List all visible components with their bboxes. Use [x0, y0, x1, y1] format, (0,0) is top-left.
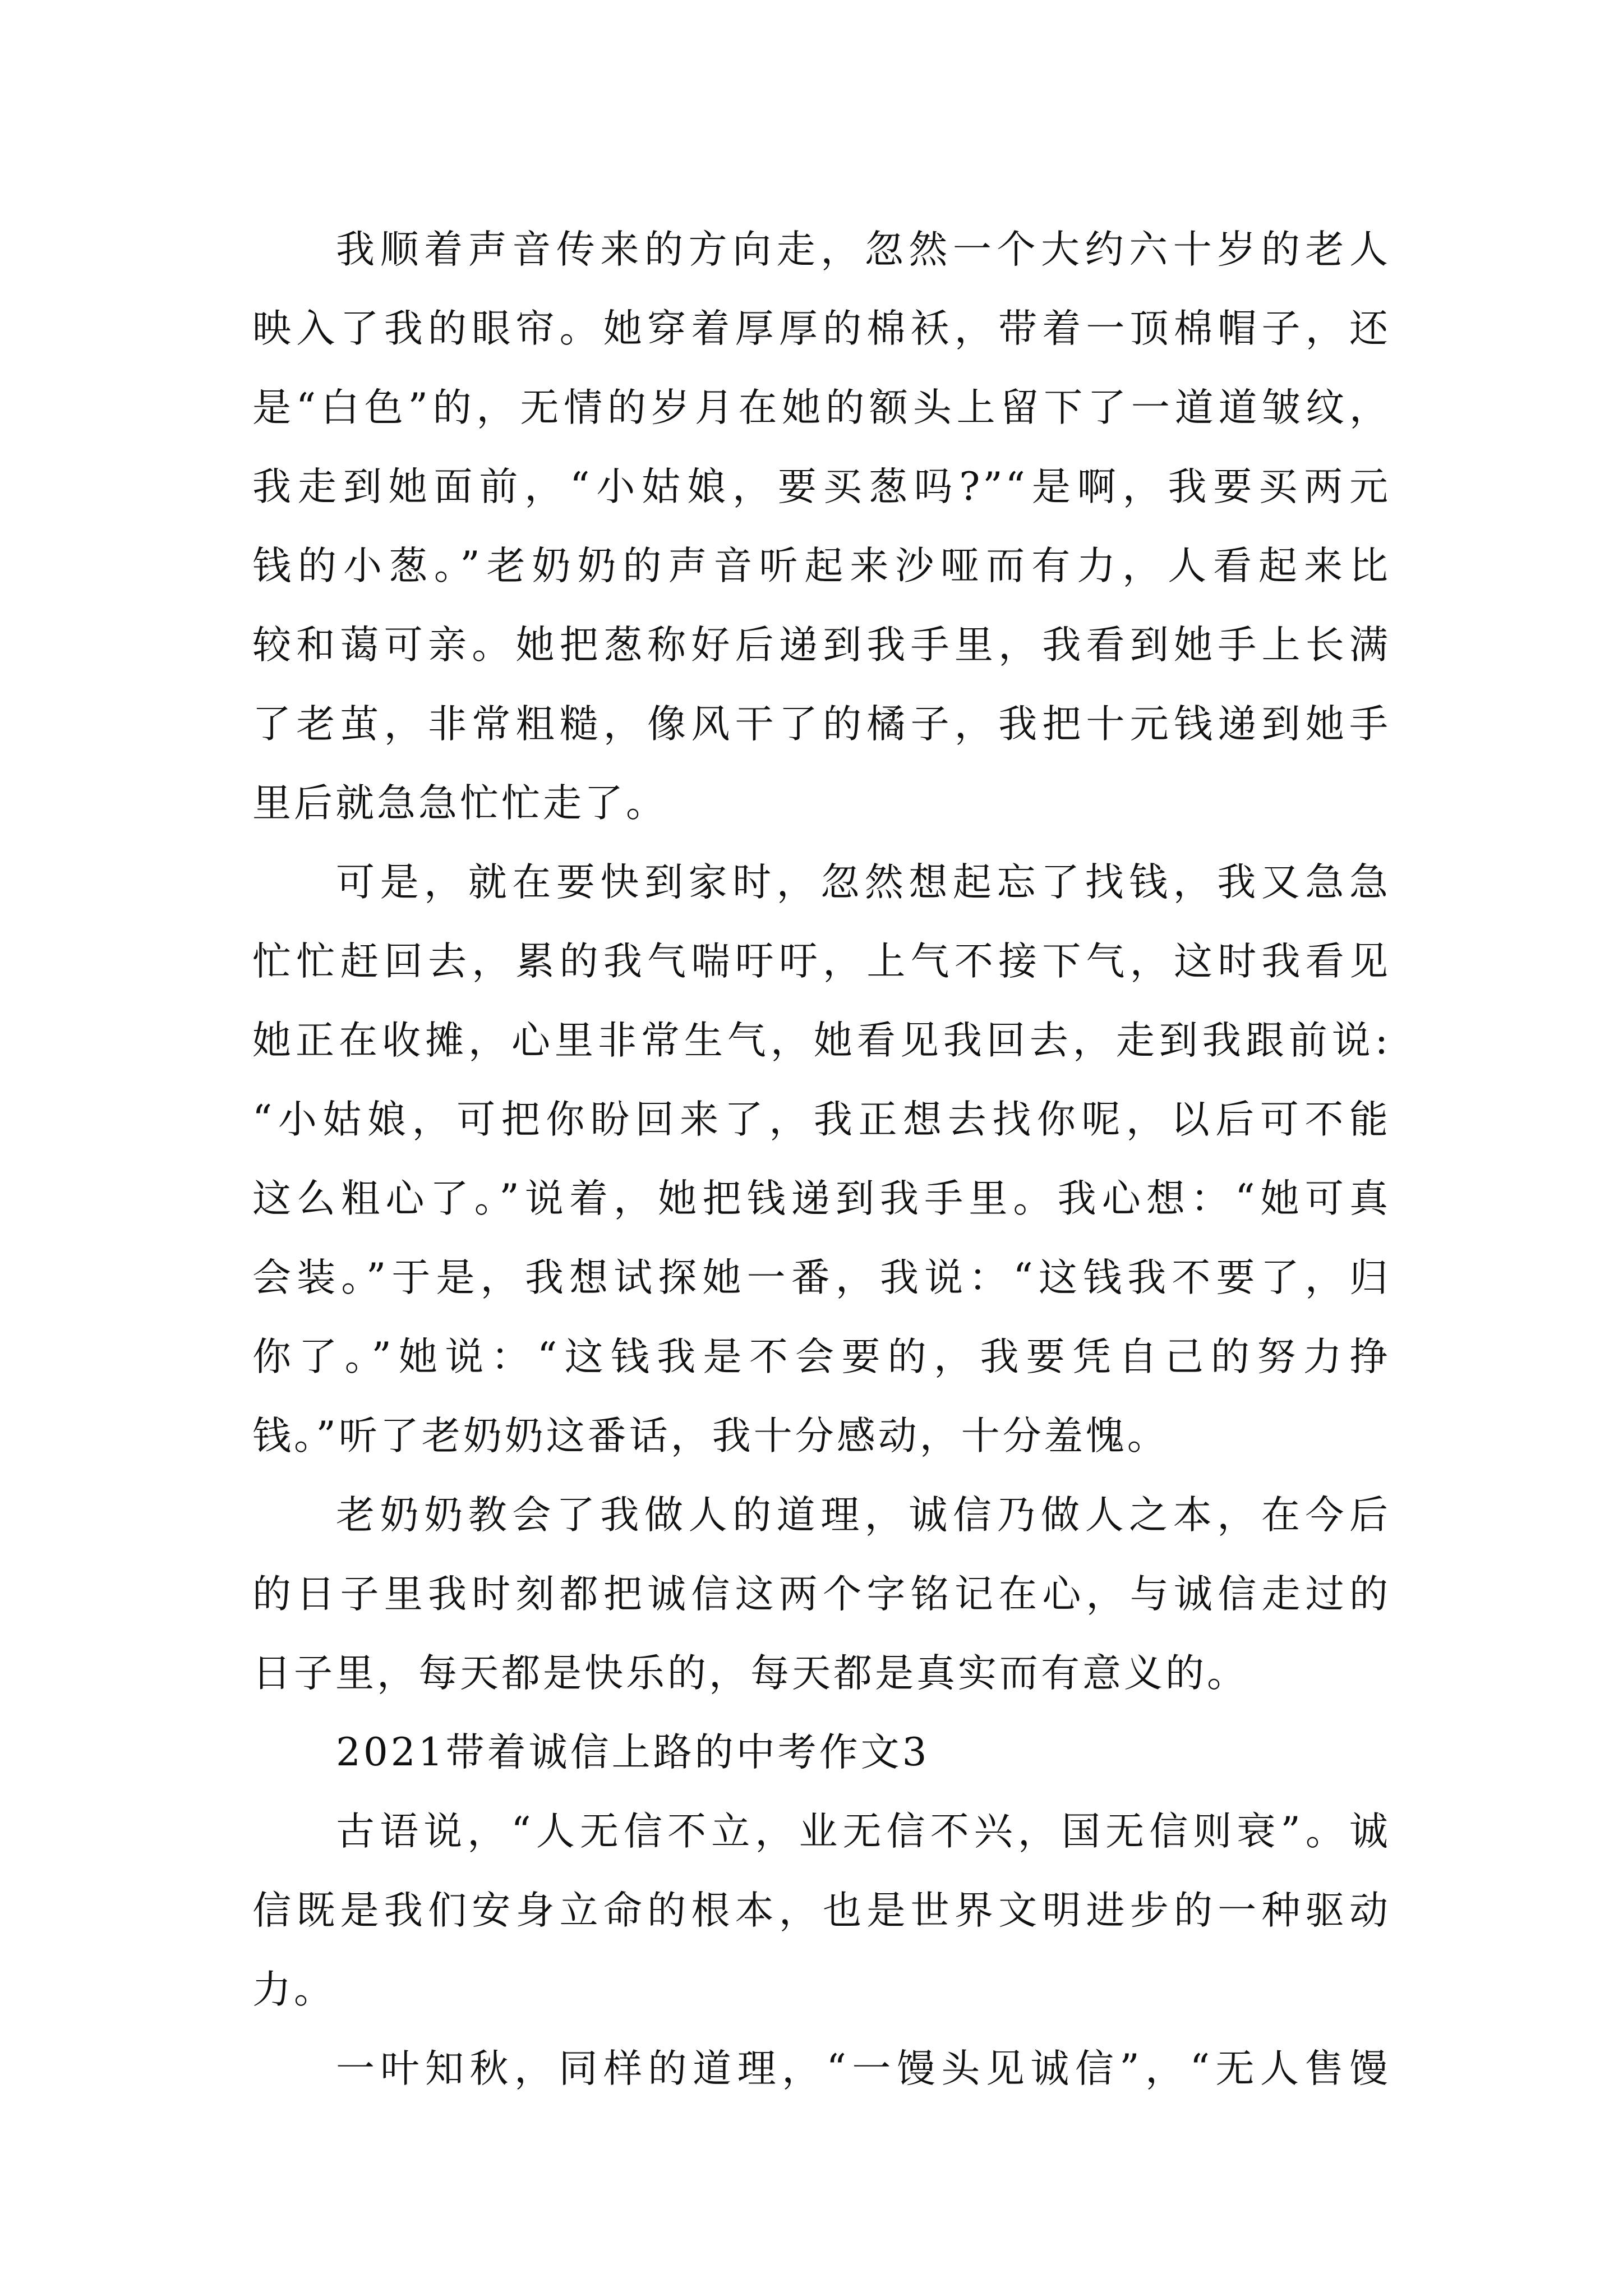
text-line: 忙忙赶回去，累的我气喘吁吁，上气不接下气，这时我看见	[252, 939, 1391, 984]
text-line: “小姑娘，可把你盼回来了，我正想去找你呢，以后可不能	[252, 1097, 1391, 1142]
text-line: 是“白色”的，无情的岁月在她的额头上留下了一道道皱纹，	[252, 385, 1391, 430]
text-line: 了老茧，非常粗糙，像风干了的橘子，我把十元钱递到她手	[252, 702, 1391, 747]
paragraph-2	[252, 843, 1391, 1476]
text-line: 我顺着声音传来的方向走，忽然一个大约六十岁的老人	[336, 227, 1391, 272]
text-line: 这么粗心了。”说着，她把钱递到我手里。我心想：“她可真	[252, 1176, 1391, 1221]
text-line: 较和蔼可亲。她把葱称好后递到我手里，我看到她手上长满	[252, 623, 1391, 668]
text-line: 力。	[252, 1967, 335, 2012]
paragraph-4	[252, 1792, 1391, 2030]
text-line: 你了。”她说：“这钱我是不会要的，我要凭自己的努力挣	[252, 1335, 1391, 1379]
paragraph-1	[252, 210, 1391, 843]
text-line: 她正在收摊，心里非常生气，她看见我回去，走到我跟前说:	[252, 1018, 1391, 1063]
section-heading: 2021带着诚信上路的中考作文3	[336, 1730, 930, 1775]
paragraph-5	[252, 2030, 1391, 2109]
text-line: 一叶知秋，同样的道理，“一馒头见诚信”，“无人售馒	[336, 2046, 1391, 2091]
text-line: 古语说，“人无信不立，业无信不兴，国无信则衰”。诚	[336, 1809, 1391, 1854]
text-line: 钱的小葱。”老奶奶的声音听起来沙哑而有力，人看起来比	[252, 544, 1391, 588]
text-line: 钱。”听了老奶奶这番话，我十分感动，十分羞愧。	[252, 1414, 1169, 1458]
text-line: 的日子里我时刻都把诚信这两个字铭记在心，与诚信走过的	[252, 1572, 1391, 1617]
text-line: 会装。”于是，我想试探她一番，我说：“这钱我不要了，归	[252, 1255, 1391, 1300]
document-body	[252, 210, 1391, 2109]
paragraph-3	[252, 1476, 1391, 1713]
text-line: 里后就急急忙忙走了。	[252, 781, 667, 826]
text-line: 映入了我的眼帘。她穿着厚厚的棉袄，带着一顶棉帽子，还	[252, 306, 1391, 351]
text-line: 我走到她面前，“小姑娘，要买葱吗?”“是啊，我要买两元	[252, 464, 1391, 509]
text-line: 可是，就在要快到家时，忽然想起忘了找钱，我又急急	[336, 860, 1391, 905]
text-line: 信既是我们安身立命的根本，也是世界文明进步的一种驱动	[252, 1888, 1391, 1933]
text-line: 日子里，每天都是快乐的，每天都是真实而有意义的。	[252, 1651, 1248, 1696]
text-line: 老奶奶教会了我做人的道理，诚信乃做人之本，在今后	[336, 1493, 1391, 1538]
